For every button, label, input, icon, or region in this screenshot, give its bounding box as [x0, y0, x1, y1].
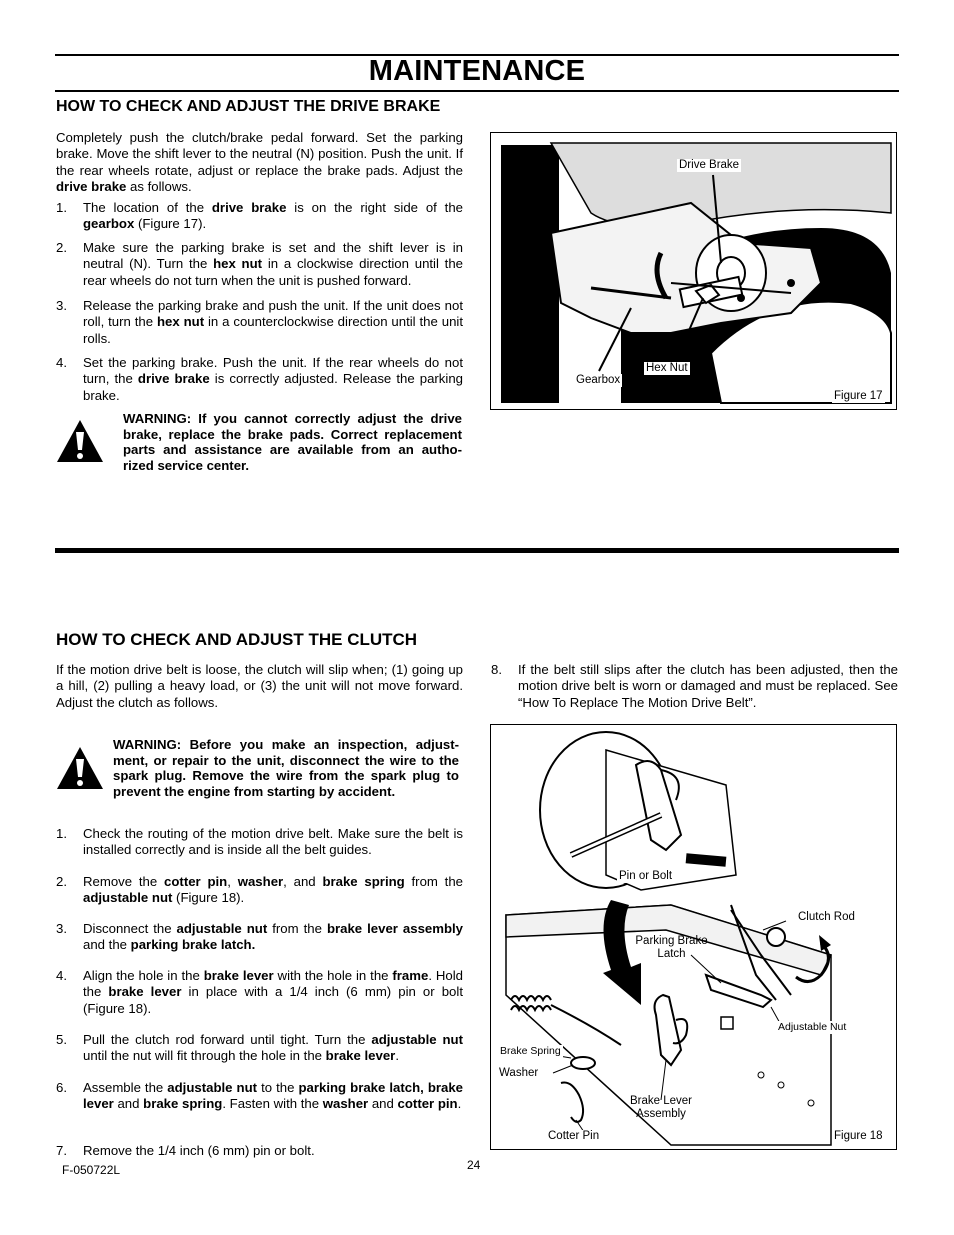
drive-brake-step-3: 3. Release the parking brake and push the unit. If the unit does not roll, turn the hex nut in a counterclockwise direction until the unit rolls.	[56, 298, 463, 346]
clutch-step-6: 6. Assemble the adjustable nut to the parking brake latch, brake lever and brake spring. Fasten with the washer and cotter pin.	[56, 1080, 464, 1112]
label-parking-brake-latch	[629, 935, 714, 961]
drive-brake-intro: Completely push the clutch/brake pedal forward. Set the parking brake. Move the shift lever to the neutral (N) position. Push the unit. If the rear wheels rotate, adjust or replace the brake pads. Adjust the drive brake as follows.	[56, 130, 463, 195]
label-brake-lever-line1: Brake Lever	[629, 1095, 692, 1107]
label-parking-brake-latch-line2: Latch	[657, 948, 686, 960]
warning-triangle-icon	[55, 418, 105, 464]
clutch-intro: If the motion drive belt is loose, the clutch will slip when; (1) going up a hill, (2) pulling a heavy load, or (3) the unit will not move forward. Adjust the clutch as follows.	[56, 662, 463, 710]
clutch-heading: HOW TO CHECK AND ADJUST THE CLUTCH	[56, 630, 418, 649]
clutch-step-5: 5. Pull the clutch rod forward until tight. Turn the adjustable nut until the nut will fit through the hole in the brake lever.	[56, 1032, 463, 1064]
title-rule	[55, 90, 899, 92]
label-brake-lever-line2: Assembly	[636, 1108, 686, 1120]
label-washer: Washer	[499, 1067, 539, 1079]
label-pin-or-bolt: Pin or Bolt	[619, 870, 673, 882]
label-brake-spring: Brake Spring	[500, 1045, 561, 1057]
clutch-step-3: 3. Disconnect the adjustable nut from the brake lever assembly and the parking brake latch.	[56, 921, 464, 953]
drive-brake-step-4: 4. Set the parking brake. Push the unit. If the rear wheels do not turn, the drive brake is correctly adjusted. Release the parking brake.	[56, 355, 464, 403]
label-hex-nut: Hex Nut	[646, 362, 688, 374]
figure-17	[490, 132, 897, 410]
drive-brake-step-2: 2. Make sure the parking brake is set and the shift lever is in neutral (N). Turn the hex nut in a clockwise direction until the rear wheels do not turn when the unit is pushed forward.	[56, 240, 464, 288]
clutch-step-7: 7. Remove the 1/4 inch (6 mm) pin or bolt.	[56, 1143, 315, 1158]
label-parking-brake-latch-line1: Parking Brake	[635, 935, 708, 947]
section-divider	[55, 548, 899, 553]
footer-page-number: 24	[467, 1158, 481, 1172]
figure-18-caption: Figure 18	[834, 1130, 883, 1142]
clutch-step-1: 1. Check the routing of the motion drive belt. Make sure the belt is installed correctly and is inside all the belt guides.	[56, 826, 463, 858]
label-clutch-rod: Clutch Rod	[798, 911, 855, 923]
label-adjustable-nut: Adjustable Nut	[778, 1021, 847, 1033]
warning-triangle-icon	[55, 745, 105, 791]
drive-brake-heading: HOW TO CHECK AND ADJUST THE DRIVE BRAKE	[56, 98, 441, 115]
drive-brake-step-1: 1. The location of the drive brake is on the right side of the gearbox (Figure 17).	[56, 200, 464, 232]
drive-brake-warning: WARNING: If you cannot correctly adjust the drive brake, replace the brake pads. Correct replacement parts and assistance are available from an autho-rized service center.	[123, 411, 462, 473]
clutch-step-8: 8. If the belt still slips after the clutch has been adjusted, then the motion drive belt is worn or damaged and must be replaced. See “How To Replace The Motion Drive Belt”.	[491, 662, 898, 710]
label-gearbox: Gearbox	[576, 374, 621, 386]
label-cotter-pin: Cotter Pin	[548, 1130, 600, 1142]
clutch-step-4: 4. Align the hole in the brake lever with the hole in the frame. Hold the brake lever in place with a 1/4 inch (6 mm) pin or bolt (Figure 18).	[56, 968, 464, 1016]
label-drive-brake: Drive Brake	[679, 159, 740, 171]
drive-brake-illustration	[491, 133, 895, 408]
figure-17-caption: Figure 17	[834, 390, 883, 402]
footer-doc-code: F-050722L	[62, 1163, 121, 1177]
page-title: MAINTENANCE	[368, 55, 586, 87]
label-brake-lever-assembly	[621, 1095, 701, 1121]
clutch-step-2: 2. Remove the cotter pin, washer, and brake spring from the adjustable nut (Figure 18).	[56, 874, 464, 906]
clutch-warning: WARNING: Before you make an inspection, adjust-ment, or repair to the unit, disconnect the wire to the spark plug. Remove the wire from the spark plug to prevent the engine from starting by accident.	[113, 737, 459, 799]
figure-18	[490, 724, 897, 1150]
